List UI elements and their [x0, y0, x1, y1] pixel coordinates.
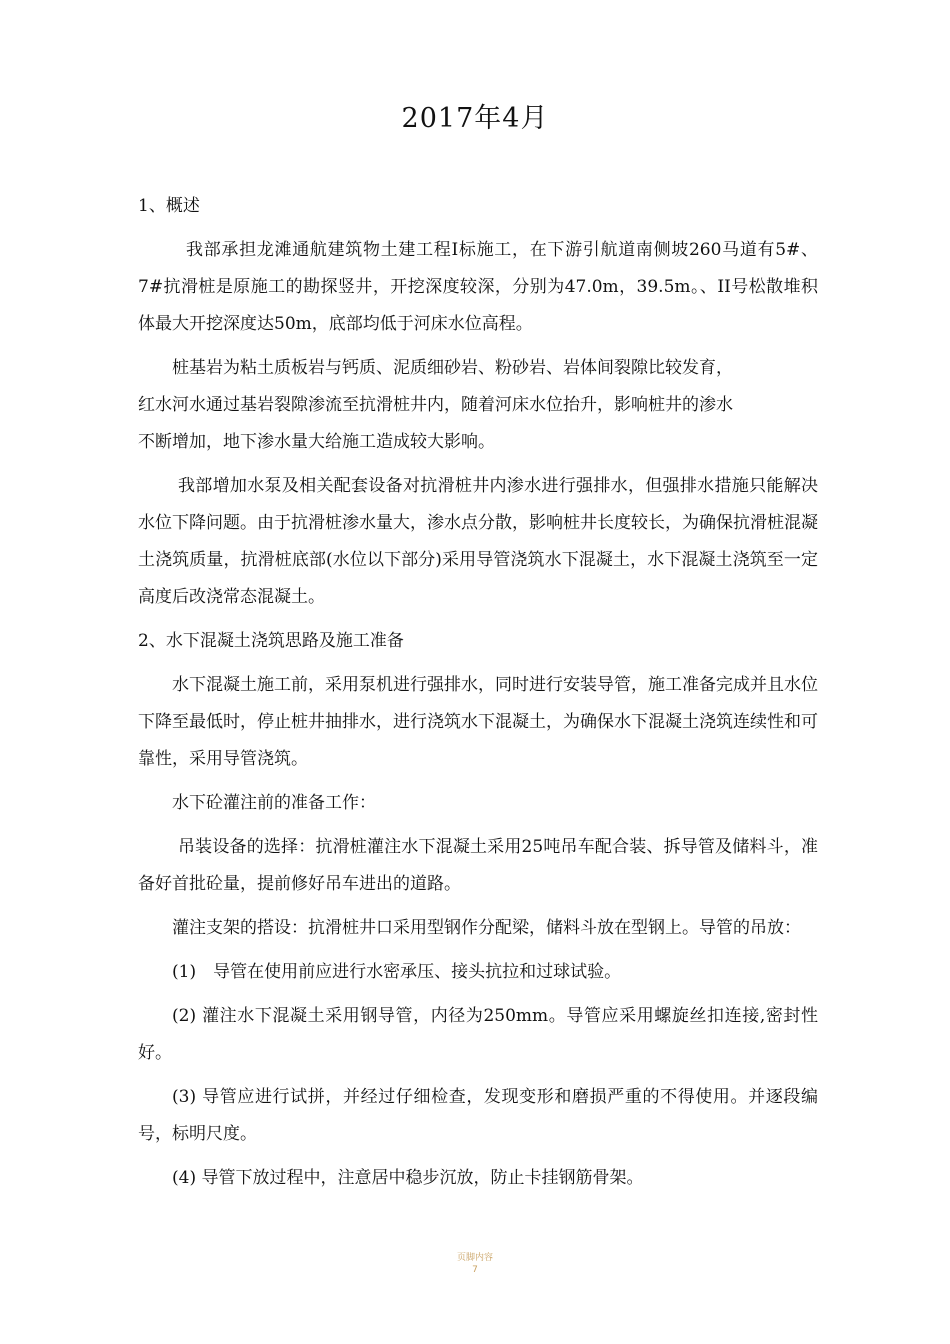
section-heading-concrete-prep: 2、水下混凝土浇筑思路及施工准备	[138, 631, 404, 651]
paragraph-construction-process: 水下混凝土施工前，采用泵机进行强排水，同时进行安装导管，施工准备完成并且水位下降至最低时，停止桩井抽排水，进行浇筑水下混凝土，为确保水下混凝土浇筑连续性和可靠性，采用导管浇筑。	[138, 675, 818, 769]
paragraph-geology-line1: 桩基岩为粘土质板岩与钙质、泥质细砂岩、粉砂岩、岩体间裂隙比较发育，	[172, 358, 733, 378]
document-date-title: 2017年4月	[401, 103, 549, 134]
paragraph-prep-work-title: 水下砼灌注前的准备工作：	[172, 793, 376, 813]
list-item-conduit-3: (3) 导管应进行试拼，并经过仔细检查，发现变形和磨损严重的不得使用。并逐段编号，标明尺度。	[138, 1087, 818, 1144]
paragraph-geology-line3: 不断增加，地下渗水量大给施工造成较大影响。	[138, 432, 495, 452]
paragraph-support-frame: 灌注支架的搭设：抗滑桩井口采用型钢作分配梁，储料斗放在型钢上。导管的吊放：	[172, 918, 801, 938]
page-footer	[0, 1252, 950, 1276]
list-item-conduit-4: (4) 导管下放过程中，注意居中稳步沉放，防止卡挂钢筋骨架。	[172, 1168, 644, 1188]
paragraph-geology-line2: 红水河水通过基岩裂隙渗流至抗滑桩井内，随着河床水位抬升，影响桩井的渗水	[138, 395, 733, 415]
document-body	[138, 188, 818, 1197]
section-heading-overview: 1、概述	[138, 196, 200, 216]
footer-text: 页脚内容	[456, 1253, 493, 1263]
footer-page-number: 7	[472, 1265, 478, 1275]
list-item-conduit-1: (1) 导管在使用前应进行水密承压、接头抗拉和过球试验。	[172, 962, 622, 982]
list-item-conduit-2: (2) 灌注水下混凝土采用钢导管，内径为250mm。导管应采用螺旋丝扣连接,密封性好。	[138, 1006, 818, 1063]
paragraph-lifting-equipment: 吊装设备的选择：抗滑桩灌注水下混凝土采用25吨吊车配合装、拆导管及储料斗，准备好首批砼量，提前修好吊车进出的道路。	[138, 837, 818, 894]
paragraph-project-intro: 我部承担龙滩通航建筑物土建工程Ⅰ标施工，在下游引航道南侧坡260马道有5#、7#抗滑桩是原施工的勘探竖井，开挖深度较深，分别为47.0m，39.5m。、II号松散堆积体最大开挖深度达50m，底部均低于河床水位高程。	[138, 240, 818, 334]
paragraph-drainage-measures: 我部增加水泵及相关配套设备对抗滑桩井内渗水进行强排水，但强排水措施只能解决水位下降问题。由于抗滑桩渗水量大，渗水点分散，影响桩井长度较长，为确保抗滑桩混凝土浇筑质量，抗滑桩底部(水位以下部分)采用导管浇筑水下混凝土，水下混凝土浇筑至一定高度后改浇常态混凝土。	[138, 476, 818, 607]
